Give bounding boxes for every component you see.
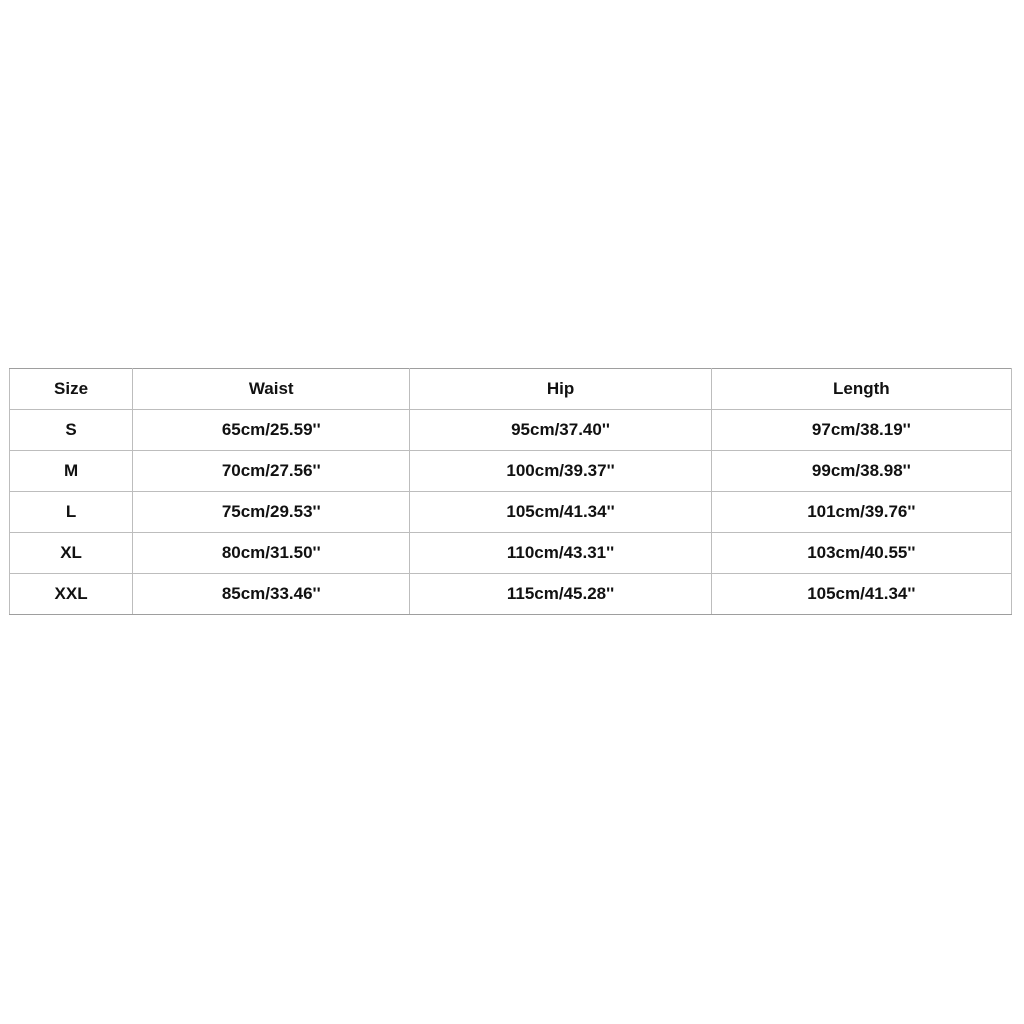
cell-hip: 115cm/45.28'' <box>410 574 711 615</box>
cell-size: L <box>10 492 133 533</box>
header-size: Size <box>10 369 133 410</box>
cell-waist: 85cm/33.46'' <box>133 574 410 615</box>
header-length: Length <box>711 369 1011 410</box>
cell-waist: 80cm/31.50'' <box>133 533 410 574</box>
table-header-row <box>10 369 1012 410</box>
cell-size: M <box>10 451 133 492</box>
cell-hip: 105cm/41.34'' <box>410 492 711 533</box>
cell-size: XXL <box>10 574 133 615</box>
cell-hip: 100cm/39.37'' <box>410 451 711 492</box>
cell-hip: 95cm/37.40'' <box>410 410 711 451</box>
cell-waist: 65cm/25.59'' <box>133 410 410 451</box>
header-waist: Waist <box>133 369 410 410</box>
table-row <box>10 451 1012 492</box>
table-row <box>10 410 1012 451</box>
cell-length: 97cm/38.19'' <box>711 410 1011 451</box>
cell-hip: 110cm/43.31'' <box>410 533 711 574</box>
header-hip: Hip <box>410 369 711 410</box>
cell-waist: 75cm/29.53'' <box>133 492 410 533</box>
cell-size: XL <box>10 533 133 574</box>
cell-length: 105cm/41.34'' <box>711 574 1011 615</box>
cell-length: 99cm/38.98'' <box>711 451 1011 492</box>
cell-waist: 70cm/27.56'' <box>133 451 410 492</box>
table-row <box>10 533 1012 574</box>
size-chart-table <box>9 368 1012 615</box>
table-row <box>10 574 1012 615</box>
table-row <box>10 492 1012 533</box>
cell-length: 101cm/39.76'' <box>711 492 1011 533</box>
cell-size: S <box>10 410 133 451</box>
cell-length: 103cm/40.55'' <box>711 533 1011 574</box>
